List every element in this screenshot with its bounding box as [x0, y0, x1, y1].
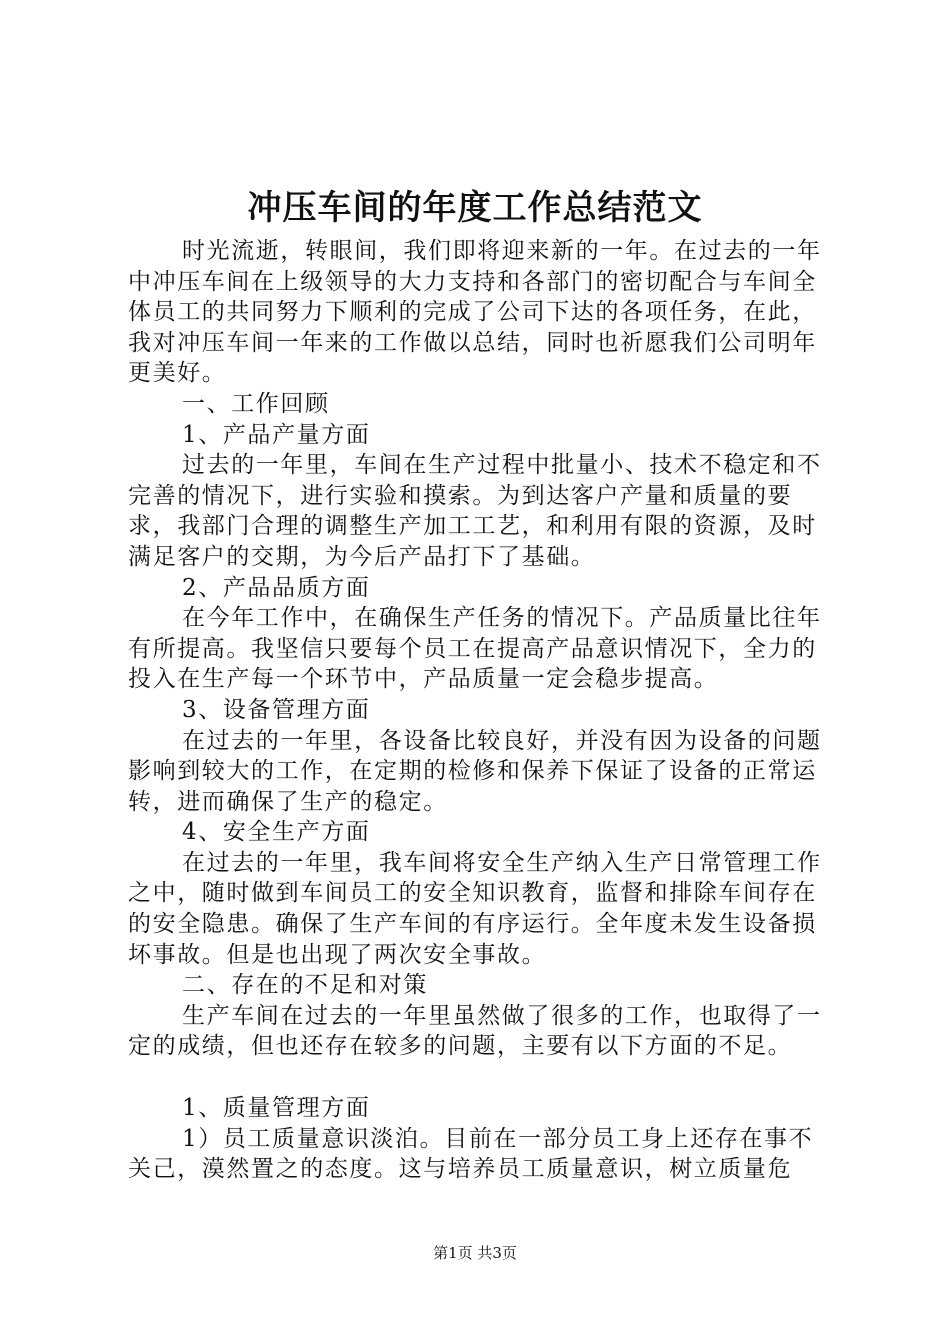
subheading-safety: 4、安全生产方面: [182, 819, 371, 846]
subheading-quality-management: 1、质量管理方面: [182, 1095, 371, 1122]
document-title: 冲压车间的年度工作总结范文: [247, 188, 703, 228]
subheading-output: 1、产品产量方面: [182, 421, 371, 448]
section-heading-shortcomings: 二、存在的不足和对策: [182, 972, 428, 999]
paragraph-quality: 在今年工作中，在确保生产任务的情况下。产品质量比往年有所提高。我坚信只要每个员工在提高产品意识情况下，全力的投入在生产每一个环节中，产品质量一定会稳步提高。: [128, 605, 822, 693]
paragraph-safety: 在过去的一年里，我车间将安全生产纳入生产日常管理工作之中，随时做到车间员工的安全知识教育，监督和排除车间存在的安全隐患。确保了生产车间的有序运行。全年度未发生设备损坏事故。但是也出现了两次安全事故。: [128, 849, 822, 968]
paragraph-shortcomings: 生产车间在过去的一年里虽然做了很多的工作，也取得了一定的成绩，但也还存在较多的问题，主要有以下方面的不足。: [128, 1002, 822, 1060]
section-heading-review: 一、工作回顾: [182, 390, 330, 417]
paragraph-equipment: 在过去的一年里，各设备比较良好，并没有因为设备的问题影响到较大的工作，在定期的检修和保养下保证了设备的正常运转，进而确保了生产的稳定。: [128, 727, 822, 815]
document-body: [128, 236, 834, 1185]
paragraph-quality-awareness: 1）员工质量意识淡泊。目前在一部分员工身上还存在事不关己，漠然置之的态度。这与培养员工质量意识，树立质量危: [128, 1125, 814, 1183]
paragraph-intro: 时光流逝，转眼间，我们即将迎来新的一年。在过去的一年中冲压车间在上级领导的大力支持和各部门的密切配合与车间全体员工的共同努力下顺利的完成了公司下达的各项任务，在此，我对冲压车间一年来的工作做以总结，同时也祈愿我们公司明年更美好。: [128, 238, 822, 387]
subheading-quality: 2、产品品质方面: [182, 574, 371, 601]
paragraph-gap: [128, 1062, 834, 1093]
page-footer: 第1页 共3页: [433, 1244, 517, 1262]
paragraph-output: 过去的一年里，车间在生产过程中批量小、技术不稳定和不完善的情况下，进行实验和摸索。为到达客户产量和质量的要求，我部门合理的调整生产加工工艺，和利用有限的资源，及时满足客户的交期，为今后产品打下了基础。: [128, 452, 822, 570]
subheading-equipment: 3、设备管理方面: [182, 696, 371, 723]
